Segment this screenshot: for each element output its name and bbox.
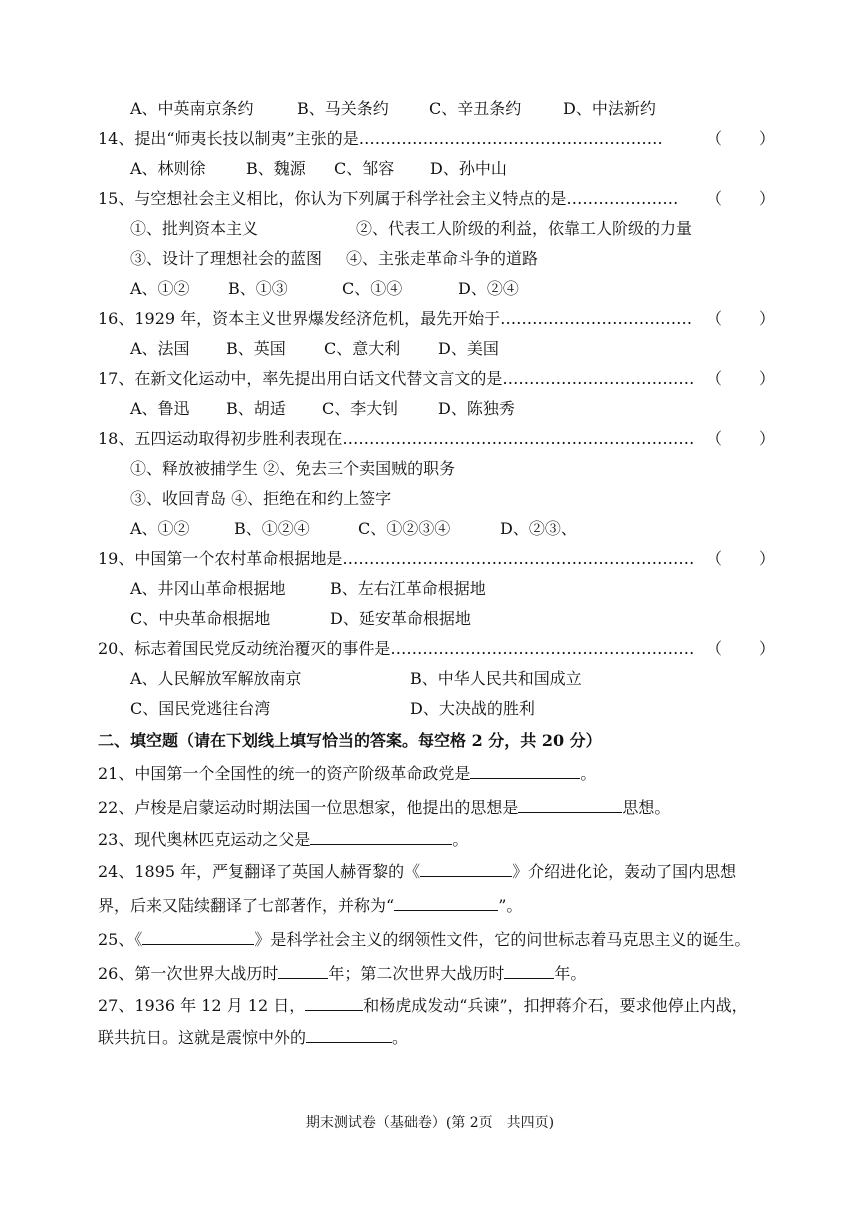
- q17-answer-open: （: [706, 369, 723, 388]
- q24-text: 24、1895 年，严复翻译了英国人赫胥黎的《: [98, 862, 421, 881]
- q17-text: 17、在新文化运动中，率先提出用白话文代替文言文的是: [98, 369, 503, 388]
- q24-text-mid: 》介绍进化论，轰动了国内思想: [512, 862, 737, 881]
- q18-items-row1: ①、释放被捕学生 ②、免去三个卖国贼的职务: [130, 459, 456, 478]
- question-20: [98, 638, 766, 660]
- q18-options: [130, 518, 577, 540]
- section-fill-in-title: 二、填空题（请在下划线上填写恰当的答案。每空格 2 分，共 20 分）: [98, 731, 602, 750]
- q16-answer-open: （: [706, 309, 723, 328]
- q17-dots: ………………………………: [502, 369, 695, 388]
- q15-text: 15、与空想社会主义相比，你认为下列属于科学社会主义特点的是: [98, 189, 567, 208]
- q18-option-d: D、②③、: [500, 519, 577, 538]
- q13-option-d: D、中法新约: [563, 99, 656, 118]
- q18-items-row2: ③、收回青岛 ④、拒绝在和约上签字: [130, 489, 392, 508]
- q24-blank-1[interactable]: [420, 860, 512, 877]
- q19-options-row2: [130, 608, 471, 630]
- q19-answer-open: （: [706, 549, 723, 568]
- q18-text: 18、五四运动取得初步胜利表现在: [98, 429, 343, 448]
- question-22: [98, 796, 766, 819]
- q15-option-b: B、①③: [228, 279, 288, 298]
- q14-answer-close: ）: [759, 129, 776, 148]
- q22-end: 思想。: [622, 798, 671, 817]
- q19-option-c: C、中央革命根据地: [130, 609, 271, 628]
- q14-text: 14、提出“师夷长技以制夷”主张的是: [98, 129, 359, 148]
- q15-option-a: A、①②: [130, 279, 190, 298]
- q15-items-row1: [130, 218, 692, 240]
- q19-option-a: A、井冈山革命根据地: [130, 579, 286, 598]
- question-18: [98, 428, 766, 450]
- q23-text: 23、现代奥林匹克运动之父是: [98, 830, 311, 849]
- question-17: [98, 368, 766, 390]
- q26-blank-1[interactable]: [278, 962, 328, 979]
- q20-options-row2: [130, 698, 535, 720]
- q13-options: [130, 98, 656, 120]
- q24-blank-2[interactable]: [394, 894, 498, 911]
- question-24-line2: [98, 894, 766, 917]
- q18-answer-close: ）: [759, 429, 776, 448]
- q23-end: 。: [452, 830, 469, 849]
- q20-answer-close: ）: [759, 639, 776, 658]
- question-26: [98, 962, 766, 985]
- question-24: [98, 860, 766, 883]
- q14-option-c: C、邹容: [334, 159, 395, 178]
- q24-text-2: 界，后来又陆续翻译了七部著作，并称为“: [98, 896, 395, 915]
- question-25: [98, 928, 766, 951]
- q16-option-d: D、美国: [438, 339, 499, 358]
- question-15: [98, 188, 766, 210]
- q16-answer-close: ）: [759, 309, 776, 328]
- q19-option-d: D、延安革命根据地: [330, 609, 471, 628]
- q15-option-c: C、①④: [342, 279, 403, 298]
- q15-item-1: ①、批判资本主义: [130, 219, 259, 238]
- q15-option-d: D、②④: [458, 279, 519, 298]
- q16-text: 16、1929 年，资本主义世界爆发经济危机，最先开始于: [98, 309, 501, 328]
- question-21: [98, 762, 766, 785]
- q17-option-d: D、陈独秀: [438, 399, 515, 418]
- question-27: [98, 994, 766, 1017]
- q22-text: 22、卢梭是启蒙运动时期法国一位思想家，他提出的思想是: [98, 798, 519, 817]
- q20-answer-open: （: [706, 639, 723, 658]
- q27-end: 。: [392, 1028, 409, 1047]
- q13-option-a: A、中英南京条约: [130, 99, 254, 118]
- q15-dots: …………………: [566, 189, 679, 208]
- q19-options-row1: [130, 578, 486, 600]
- q20-option-c: C、国民党逃往台湾: [130, 699, 271, 718]
- q16-dots: ………………………………: [500, 309, 693, 328]
- q20-options-row1: [130, 668, 582, 690]
- q21-end: 。: [580, 764, 597, 783]
- q17-option-b: B、胡适: [226, 399, 286, 418]
- q13-option-b: B、马关条约: [297, 99, 389, 118]
- page-footer: 期末测试卷（基础卷）(第 2页 共四页): [305, 1115, 555, 1131]
- q14-answer-open: （: [706, 129, 723, 148]
- q14-options: [130, 158, 507, 180]
- q26-end: 年。: [554, 964, 587, 983]
- q25-end: 》是科学社会主义的纲领性文件，它的问世标志着马克思主义的诞生。: [254, 930, 751, 949]
- question-19: [98, 548, 766, 570]
- q14-dots: …………………………………………………: [358, 129, 663, 148]
- q20-option-d: D、大决战的胜利: [410, 699, 535, 718]
- q25-blank[interactable]: [142, 928, 254, 945]
- q18-option-a: A、①②: [130, 519, 190, 538]
- question-14: [98, 128, 766, 150]
- q15-item-4: ④、主张走革命斗争的道路: [346, 249, 539, 268]
- q27-text-2: 联共抗日。这就是震惊中外的: [98, 1028, 307, 1047]
- q27-blank-1[interactable]: [305, 994, 363, 1011]
- q26-text-mid: 年；第二次世界大战历时: [328, 964, 505, 983]
- q25-text: 25、《: [98, 930, 143, 949]
- q26-blank-2[interactable]: [504, 962, 554, 979]
- q15-answer-open: （: [706, 189, 723, 208]
- q20-dots: …………………………………………………: [390, 639, 695, 658]
- q21-blank[interactable]: [470, 762, 580, 779]
- q15-items-row2: [130, 248, 538, 270]
- q16-options: [130, 338, 499, 360]
- q19-answer-close: ）: [759, 549, 776, 568]
- q15-item-2: ②、代表工人阶级的利益，依靠工人阶级的力量: [356, 219, 693, 238]
- q15-answer-close: ）: [759, 189, 776, 208]
- q13-option-c: C、辛丑条约: [429, 99, 522, 118]
- q15-options: [130, 278, 519, 300]
- q14-option-b: B、魏源: [246, 159, 306, 178]
- q18-dots: …………………………………………………………: [342, 429, 695, 448]
- question-16: [98, 308, 766, 330]
- q27-blank-2[interactable]: [306, 1026, 392, 1043]
- q19-option-b: B、左右江革命根据地: [330, 579, 486, 598]
- q23-blank[interactable]: [310, 828, 452, 845]
- q17-options: [130, 398, 515, 420]
- q18-answer-open: （: [706, 429, 723, 448]
- q22-blank[interactable]: [518, 796, 622, 813]
- q20-option-b: B、中华人民共和国成立: [410, 669, 582, 688]
- q17-option-c: C、李大钊: [322, 399, 399, 418]
- q17-option-a: A、鲁迅: [130, 399, 190, 418]
- q21-text: 21、中国第一个全国性的统一的资产阶级革命政党是: [98, 764, 471, 783]
- q16-option-a: A、法国: [130, 339, 190, 358]
- question-27-line2: [98, 1026, 766, 1049]
- q15-item-3: ③、设计了理想社会的蓝图: [130, 249, 323, 268]
- question-23: [98, 828, 766, 851]
- q24-end: ”。: [498, 896, 523, 915]
- q26-text: 26、第一次世界大战历时: [98, 964, 279, 983]
- q18-option-c: C、①②③④: [358, 519, 451, 538]
- q19-text: 19、中国第一个农村革命根据地是: [98, 549, 343, 568]
- q14-option-d: D、孙中山: [430, 159, 507, 178]
- q16-option-c: C、意大利: [324, 339, 401, 358]
- q17-answer-close: ）: [759, 369, 776, 388]
- q27-text-mid: 和杨虎成发动“兵谏”，扣押蒋介石，要求他停止内战，: [363, 996, 748, 1015]
- q19-dots: …………………………………………………………: [342, 549, 695, 568]
- q14-option-a: A、林则徐: [130, 159, 206, 178]
- q16-option-b: B、英国: [226, 339, 286, 358]
- q18-option-b: B、①②④: [234, 519, 310, 538]
- q20-text: 20、标志着国民党反动统治覆灭的事件是: [98, 639, 391, 658]
- q27-text: 27、1936 年 12 月 12 日，: [98, 996, 306, 1015]
- q20-option-a: A、人民解放军解放南京: [130, 669, 302, 688]
